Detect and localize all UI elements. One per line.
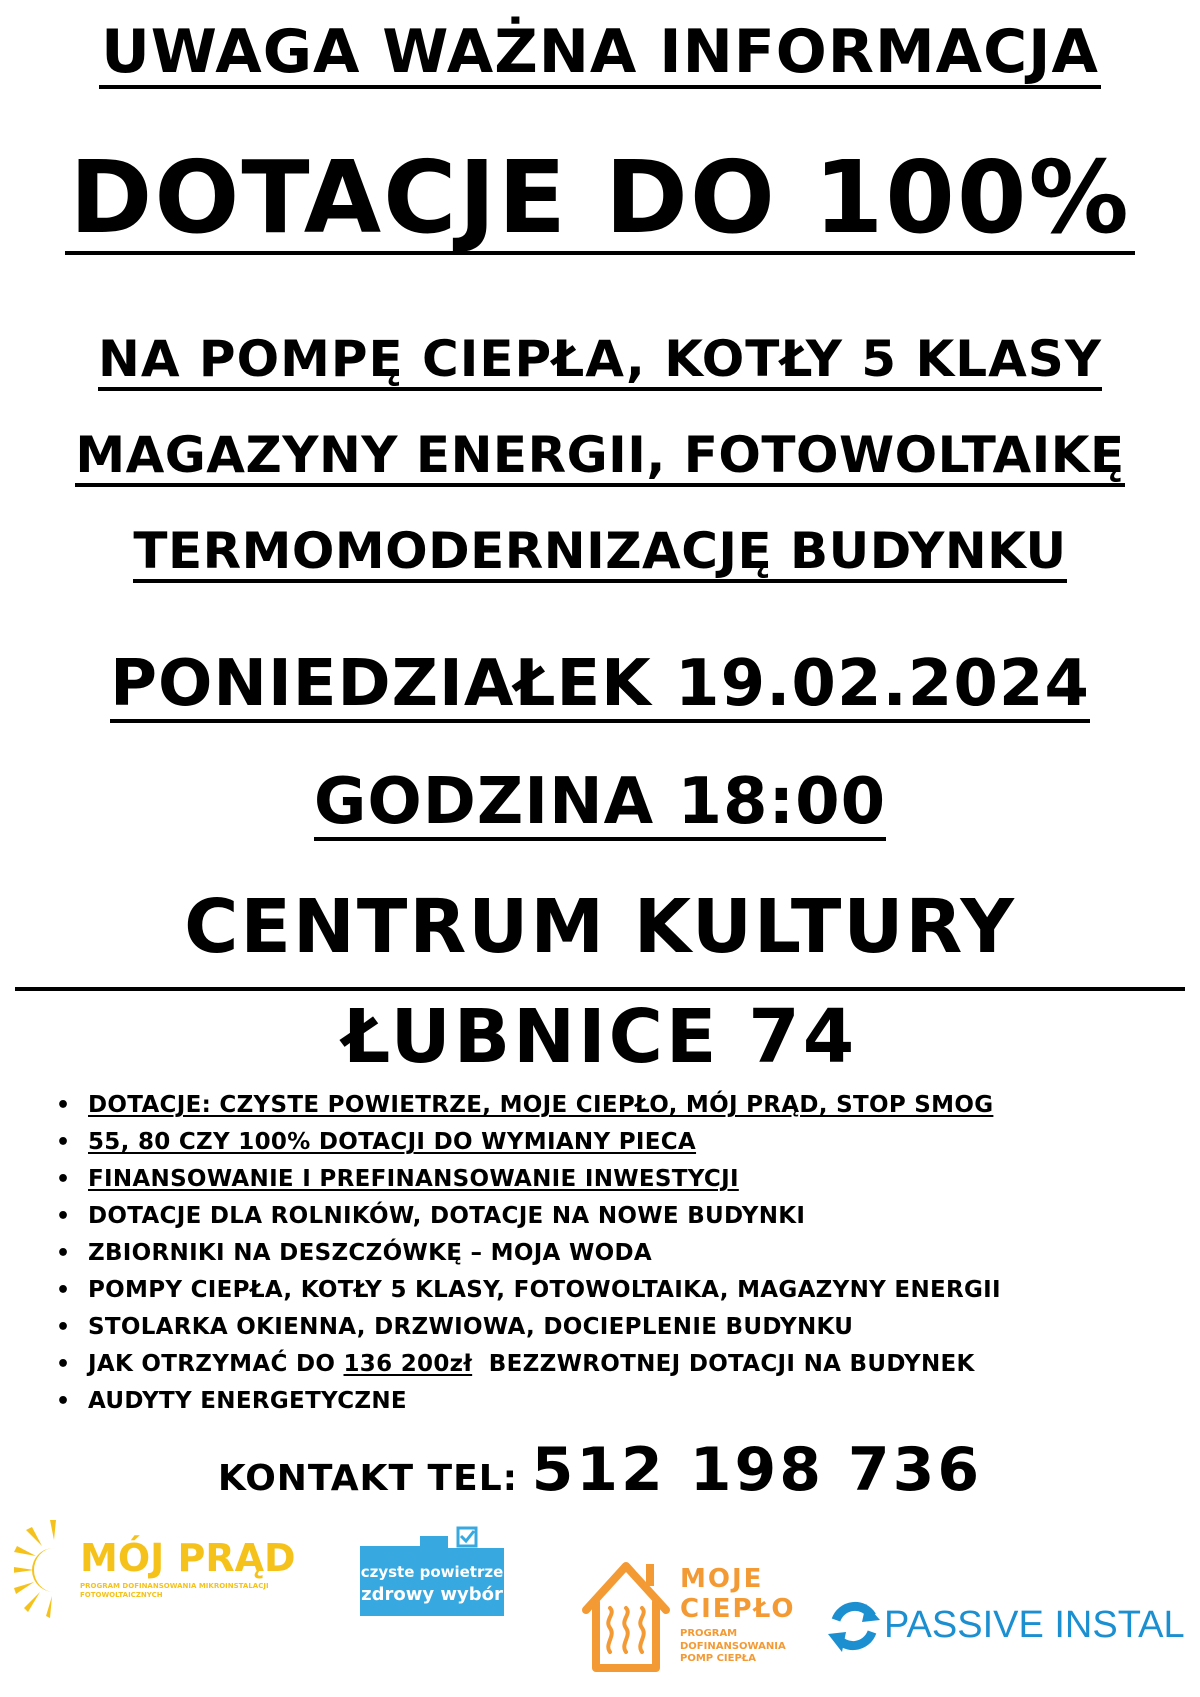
list-item: • DOTACJE DLA ROLNIKÓW, DOTACJE NA NOWE BUDYNKI bbox=[50, 1198, 1001, 1235]
benefits-list bbox=[50, 1087, 1001, 1420]
contact-label: KONTAKT TEL: bbox=[217, 1458, 532, 1499]
contact-line bbox=[0, 1435, 1200, 1505]
moj-prad-subtitle: PROGRAM DOFINANSOWANIA MIKROINSTALACJI FOTOWOLTAICZNYCH bbox=[80, 1582, 269, 1599]
event-venue bbox=[0, 884, 1200, 970]
moje-cieplo-subtitle: PROGRAM DOFINANSOWANIA POMP CIEPŁA bbox=[680, 1628, 786, 1664]
subsidy-line-2 bbox=[0, 426, 1200, 487]
moj-prad-logo bbox=[14, 1518, 314, 1618]
list-item: • 55, 80 CZY 100% DOTACJI DO WYMIANY PIECA bbox=[50, 1124, 1001, 1161]
event-venue-text: CENTRUM KULTURY bbox=[184, 884, 1016, 970]
moje-cieplo-line2: CIEPŁO bbox=[680, 1594, 796, 1624]
headline-subsidy-text: DOTACJE DO 100% bbox=[65, 148, 1134, 255]
venue-divider bbox=[15, 987, 1185, 991]
subsidy-line-1-text: NA POMPĘ CIEPŁA, KOTŁY 5 KLASY bbox=[98, 334, 1102, 391]
list-item: • ZBIORNIKI NA DESZCZÓWKĘ – MOJA WODA bbox=[50, 1235, 1001, 1272]
list-item: • POMPY CIEPŁA, KOTŁY 5 KLASY, FOTOWOLTAIKA, MAGAZYNY ENERGII bbox=[50, 1272, 1001, 1309]
event-address bbox=[0, 994, 1200, 1080]
event-date bbox=[0, 647, 1200, 723]
event-time-text: GODZINA 18:00 bbox=[313, 765, 887, 839]
subsidy-line-2-text: MAGAZYNY ENERGII, FOTOWOLTAIKĘ bbox=[75, 430, 1124, 487]
list-item: • AUDYTY ENERGETYCZNE bbox=[50, 1383, 1001, 1420]
headline-subsidy bbox=[0, 139, 1200, 256]
headline-warning bbox=[0, 17, 1200, 89]
grant-amount: 136 200zł bbox=[343, 1351, 473, 1377]
passive-instal-logo bbox=[826, 1590, 1196, 1660]
subsidy-line-3 bbox=[0, 522, 1200, 583]
czyste-powietrze-logo bbox=[360, 1526, 504, 1622]
moje-cieplo-logo bbox=[578, 1556, 828, 1676]
circular-arrows-icon bbox=[826, 1598, 882, 1654]
event-date-text: PONIEDZIAŁEK 19.02.2024 bbox=[110, 647, 1090, 721]
subsidy-line-1 bbox=[0, 330, 1200, 391]
list-item: • STOLARKA OKIENNA, DRZWIOWA, DOCIEPLENIE BUDYNKU bbox=[50, 1309, 1001, 1346]
heat-house-icon bbox=[578, 1556, 674, 1676]
moje-cieplo-line1: MOJE bbox=[680, 1564, 764, 1594]
list-item: • FINANSOWANIE I PREFINANSOWANIE INWESTYCJI bbox=[50, 1161, 1001, 1198]
headline-warning-text: UWAGA WAŻNA INFORMACJA bbox=[101, 17, 1099, 87]
list-item: • JAK OTRZYMAĆ DO 136 200zł BEZZWROTNEJ DOTACJI NA BUDYNEK bbox=[50, 1346, 1001, 1383]
event-address-text: ŁUBNICE 74 bbox=[342, 994, 858, 1080]
subsidy-line-3-text: TERMOMODERNIZACJĘ BUDYNKU bbox=[133, 526, 1066, 583]
czyste-powietrze-line1: czyste powietrze bbox=[360, 1563, 504, 1581]
contact-phone: 512 198 736 bbox=[531, 1435, 983, 1505]
event-time bbox=[0, 765, 1200, 841]
moj-prad-title: MÓJ PRĄD bbox=[80, 1536, 296, 1580]
list-item: • DOTACJE: CZYSTE POWIETRZE, MOJE CIEPŁO, MÓJ PRĄD, STOP SMOG bbox=[50, 1087, 1001, 1124]
passive-instal-name: PASSIVE INSTAL bbox=[884, 1604, 1185, 1646]
czyste-powietrze-line2: zdrowy wybór bbox=[361, 1584, 503, 1605]
